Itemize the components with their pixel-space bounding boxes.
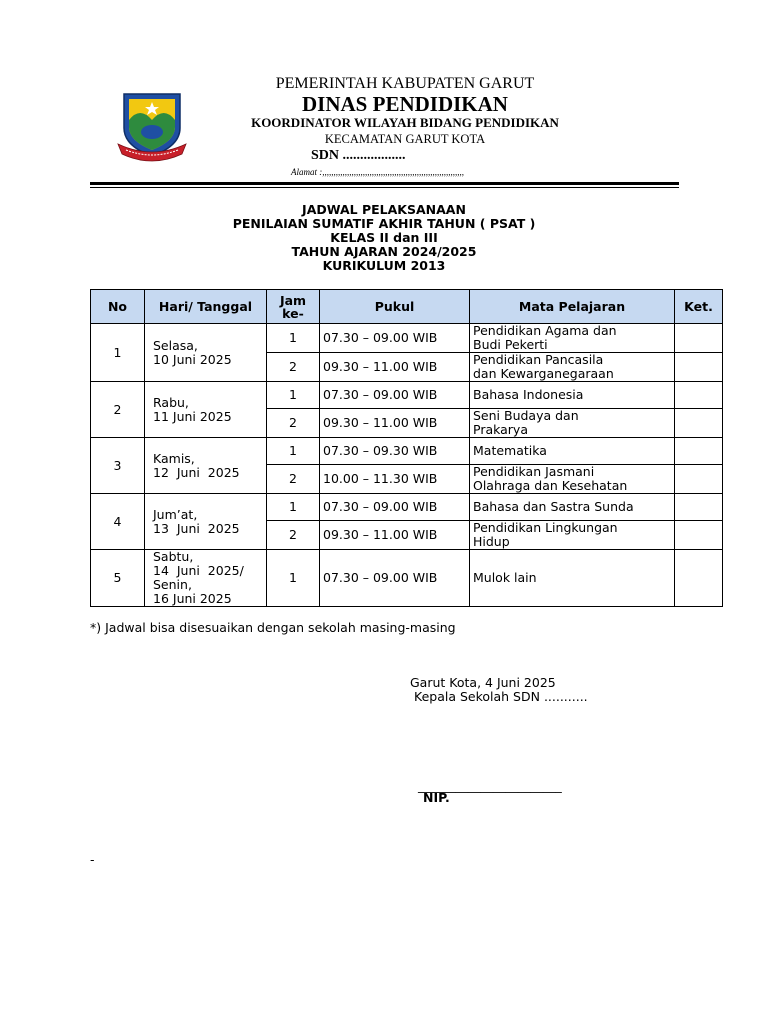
cell-ket (675, 465, 723, 494)
cell-pukul: 07.30 – 09.00 WIB (320, 382, 470, 409)
cell-ket (675, 438, 723, 465)
cell-jam: 1 (267, 494, 320, 521)
cell-no: 5 (91, 550, 145, 607)
cell-hari-tanggal: Rabu, 11 Juni 2025 (145, 382, 267, 438)
cell-jam: 1 (267, 324, 320, 353)
cell-no: 1 (91, 324, 145, 382)
cell-hari-tanggal: Selasa, 10 Juni 2025 (145, 324, 267, 382)
cell-ket (675, 521, 723, 550)
cell-ket (675, 494, 723, 521)
cell-pukul: 07.30 – 09.30 WIB (320, 438, 470, 465)
title-line-4: TAHUN AJARAN 2024/2025 (291, 244, 477, 259)
footer-mark: - (90, 852, 95, 867)
cell-jam: 2 (267, 521, 320, 550)
cell-jam: 2 (267, 353, 320, 382)
title-line-1: JADWAL PELAKSANAAN (302, 202, 466, 217)
cell-pukul: 07.30 – 09.00 WIB (320, 550, 470, 607)
cell-jam: 2 (267, 409, 320, 438)
header-no: No (91, 290, 145, 324)
table-row (91, 382, 723, 409)
cell-pukul: 09.30 – 11.00 WIB (320, 353, 470, 382)
cell-no: 4 (91, 494, 145, 550)
signature-nip: NIP. (423, 790, 450, 805)
title-line-5: KURIKULUM 2013 (322, 258, 446, 273)
letterhead-agency: DINAS PENDIDIKAN (302, 92, 508, 116)
cell-no: 2 (91, 382, 145, 438)
letterhead-address: Alamat :,,,,,,,,,,,,,,,,,,,,,,,,,,,,,,,,,,,,,,,,,,,,,,,,,,,,,,,,,,,,,,, (291, 167, 464, 177)
cell-ket (675, 353, 723, 382)
header-ket: Ket. (675, 290, 723, 324)
table-header-row (91, 290, 723, 324)
title-line-2: PENILAIAN SUMATIF AKHIR TAHUN ( PSAT ) (232, 216, 536, 231)
cell-hari-tanggal: Jum’at, 13 Juni 2025 (145, 494, 267, 550)
signature-line: _______________________ (418, 778, 562, 793)
cell-mata-pelajaran: Bahasa Indonesia (470, 382, 675, 409)
cell-mata-pelajaran: Seni Budaya dan Prakarya (470, 409, 675, 438)
header-hari: Hari/ Tanggal (145, 290, 267, 324)
cell-pukul: 07.30 – 09.00 WIB (320, 324, 470, 353)
schedule-body (91, 324, 723, 607)
cell-pukul: 07.30 – 09.00 WIB (320, 494, 470, 521)
cell-hari-tanggal: Sabtu, 14 Juni 2025/ Senin, 16 Juni 2025 (145, 550, 267, 607)
cell-jam: 1 (267, 550, 320, 607)
cell-ket (675, 382, 723, 409)
cell-mata-pelajaran: Bahasa dan Sastra Sunda (470, 494, 675, 521)
signature-place-date: Garut Kota, 4 Juni 2025 (410, 675, 556, 690)
table-row (91, 438, 723, 465)
footnote: *) Jadwal bisa disesuaikan dengan sekolah masing-masing (90, 620, 456, 635)
header-pukul: Pukul (320, 290, 470, 324)
cell-mata-pelajaran: Mulok lain (470, 550, 675, 607)
cell-mata-pelajaran: Pendidikan Jasmani Olahraga dan Kesehatan (470, 465, 675, 494)
cell-jam: 1 (267, 382, 320, 409)
letterhead-district: KECAMATAN GARUT KOTA (324, 132, 486, 146)
letterhead-rule-thick (90, 182, 679, 185)
cell-pukul: 09.30 – 11.00 WIB (320, 409, 470, 438)
header-mapel: Mata Pelajaran (470, 290, 675, 324)
cell-hari-tanggal: Kamis, 12 Juni 2025 (145, 438, 267, 494)
cell-jam: 2 (267, 465, 320, 494)
cell-pukul: 09.30 – 11.00 WIB (320, 521, 470, 550)
signature-title: Kepala Sekolah SDN ........... (414, 689, 588, 704)
cell-jam: 1 (267, 438, 320, 465)
document-title (90, 203, 678, 273)
table-row (91, 550, 723, 607)
title-line-3: KELAS II dan III (330, 230, 438, 245)
schedule-table (90, 289, 723, 607)
cell-ket (675, 324, 723, 353)
cell-mata-pelajaran: Pendidikan Lingkungan Hidup (470, 521, 675, 550)
cell-ket (675, 409, 723, 438)
garut-regency-emblem (116, 90, 188, 162)
cell-mata-pelajaran: Pendidikan Agama dan Budi Pekerti (470, 324, 675, 353)
letterhead-coordinator: KOORDINATOR WILAYAH BIDANG PENDIDIKAN (251, 115, 559, 130)
cell-mata-pelajaran: Matematika (470, 438, 675, 465)
table-row (91, 324, 723, 353)
letterhead-rule-thin (90, 187, 679, 188)
letterhead-school: SDN .................. (311, 148, 406, 163)
cell-no: 3 (91, 438, 145, 494)
cell-mata-pelajaran: Pendidikan Pancasila dan Kewarganegaraan (470, 353, 675, 382)
header-jam: Jam ke- (267, 290, 320, 324)
letterhead-government: PEMERINTAH KABUPATEN GARUT (275, 75, 535, 92)
table-row (91, 494, 723, 521)
cell-pukul: 10.00 – 11.30 WIB (320, 465, 470, 494)
cell-ket (675, 550, 723, 607)
